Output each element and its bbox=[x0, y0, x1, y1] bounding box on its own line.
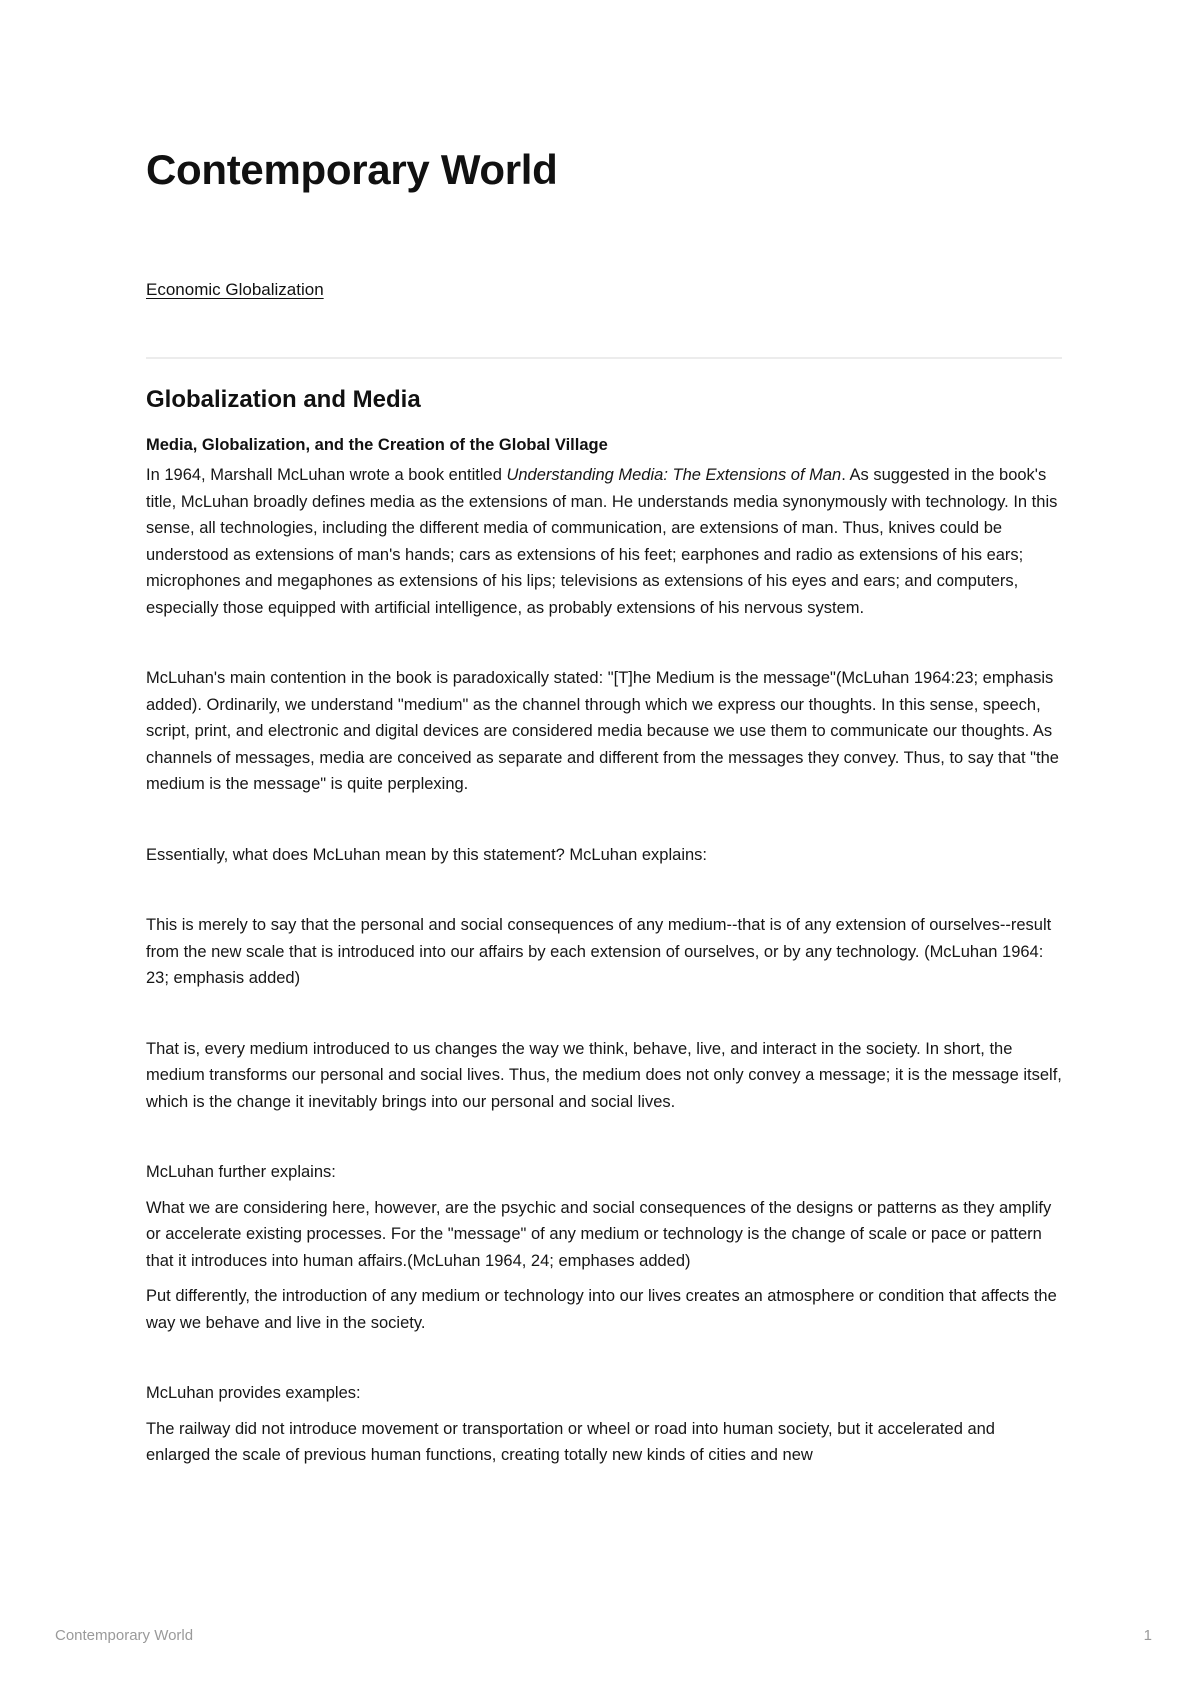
economic-globalization-link[interactable]: Economic Globalization bbox=[146, 280, 324, 299]
paragraph-intro bbox=[146, 462, 1062, 621]
quote-psychic-consequences: What we are considering here, however, are the psychic and social consequences of the designs or patterns as they amplify or accelerate existing processes. For the "message" of any medium or technology is the change of scale or pace or pattern that it introduces into human affairs.(McLuhan 1964, 24; emphases added) bbox=[146, 1198, 1052, 1270]
quote-railway: The railway did not introduce movement or transportation or wheel or road into human society, but it accelerated and enlarged the scale of previous human functions, creating totally new kinds of cities and new bbox=[146, 1419, 995, 1464]
main-content bbox=[146, 382, 1062, 1469]
paragraph-question: Essentially, what does McLuhan mean by this statement? McLuhan explains: bbox=[146, 845, 707, 864]
paragraph-put-differently: Put differently, the introduction of any medium or technology into our lives creates an atmosphere or condition that affects the way we behave and live in the society. bbox=[146, 1287, 1057, 1332]
paragraph-intro-before: In 1964, Marshall McLuhan wrote a book entitled bbox=[146, 466, 507, 484]
paragraph-every-medium: That is, every medium introduced to us changes the way we think, behave, live, and interact in the society. In short, the medium transforms our personal and social lives. Thus, the medium does not only convey a message; it is the message itself, which is the change it inevitably brings into our personal and social lives. bbox=[146, 1039, 1062, 1111]
footer-document-title: Contemporary World bbox=[55, 1627, 194, 1644]
section-heading: Globalization and Media bbox=[146, 386, 421, 413]
book-title: Understanding Media: The Extensions of Man bbox=[506, 466, 842, 484]
paragraph-further-explains: McLuhan further explains: bbox=[146, 1163, 336, 1181]
paragraph-examples-intro: McLuhan provides examples: bbox=[146, 1384, 361, 1402]
footer-page-number: 1 bbox=[1143, 1627, 1152, 1644]
paragraph-intro-after: . As suggested in the book's title, McLuhan broadly defines media as the extensions of man. He understands media synonymously with technology. In this sense, all technologies, including the different media of communication, are extensions of man. Thus, knives could be understood as extensions of man's hands; cars as extensions of his feet; earphones and radio as extensions of his ears; microphones and megaphones as extensions of his lips; televisions as extensions of his eyes and ears; and computers, especially those equipped with artificial intelligence, as probably extensions of his nervous system. bbox=[146, 466, 1058, 617]
section-divider bbox=[146, 357, 1062, 359]
page-title: Contemporary World bbox=[146, 146, 558, 193]
paragraph-contention: McLuhan's main contention in the book is paradoxically stated: "[T]he Medium is the message"(McLuhan 1964:23; emphasis added). Ordinarily, we understand "medium" as the channel through which we express our thoughts. In this sense, speech, script, print, and electronic and digital devices are considered media because we use them to communicate our thoughts. As channels of messages, media are conceived as separate and different from the messages they convey. Thus, to say that "the medium is the message" is quite perplexing. bbox=[146, 669, 1059, 793]
quote-scale: This is merely to say that the personal and social consequences of any medium--that is of any extension of ourselves--result from the new scale that is introduced into our affairs by each extension of ourselves, or by any technology. (McLuhan 1964: 23; emphasis added) bbox=[146, 916, 1052, 987]
subheading: Media, Globalization, and the Creation of the Global Village bbox=[146, 436, 608, 454]
